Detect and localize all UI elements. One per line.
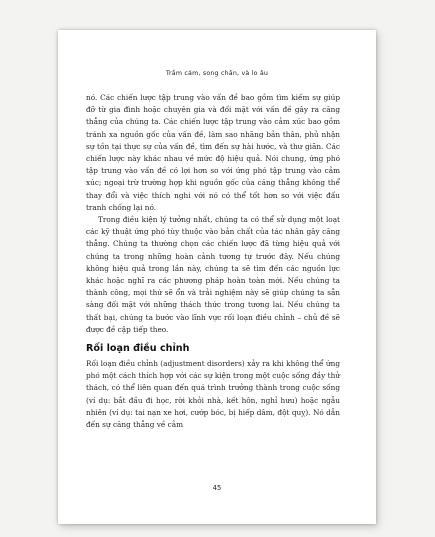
book-page bbox=[58, 30, 376, 524]
running-header: Trầm cảm, song chấn, và lo âu bbox=[165, 70, 269, 77]
section-heading: Rối loạn điều chỉnh bbox=[86, 343, 190, 355]
page-number: 45 bbox=[212, 484, 222, 492]
body-text bbox=[86, 92, 340, 431]
paragraph-adjustment-disorders: Rối loạn điều chỉnh (adjustment disorders) xảy ra khi không thể ứng phó một cách thích hợp với các sự kiện trong một cuộc sống đầy thử thách, có thể liên quan đến quá trình trưởng thành trong cuộc sống (ví dụ: bắt đầu đi học, rời khỏi nhà, kết hôn, nghỉ hưu) hoặc ngẫu nhiên (ví dụ: tai nạn xe hơi, cướp bóc, bị hiếp dâm, đột quỵ). Nó dẫn đến sự căng thẳng về cảm bbox=[86, 359, 340, 430]
paragraph-continuation: nó. Các chiến lược tập trung vào vấn đề bao gồm tìm kiếm sự giúp đỡ từ gia đình hoặc chuyên gia và đối mặt với vấn đề gây ra căng thẳng của chúng ta. Các chiến lược tập trung vào cảm xúc bao gồm tránh xa nguồn gốc của vấn đề, làm sao nhãng bản thân, phủ nhận sự tồn tại thực sự của vấn đề, tìm đến sự hài hước, và thư giãn. Các chiến lược này khác nhau về mức độ hiệu quả. Nói chung, ứng phó tập trung vào vấn đề có lợi hơn so với ứng phó tập trung vào cảm xúc; ngoại trừ trường hợp khi nguồn gốc của căng thẳng không thể thay đổi và việc thích nghi với nó có thể tốt hơn so với việc đấu tranh chống lại nó. bbox=[86, 93, 340, 212]
paragraph-ideal-conditions: Trong điều kiện lý tưởng nhất, chúng ta có thể sử dụng một loạt các kỹ thuật ứng phó tùy thuộc vào bản chất của tác nhân gây căng thẳng. Chúng ta thường chọn các chiến lược đã từng hiệu quả với chúng ta trong những hoàn cảnh tương tự trước đây. Nếu chúng không hiệu quả trong lần này, chúng ta sẽ tìm đến các nguồn lực khác hoặc nghĩ ra các phương pháp hoàn toàn mới. Nếu chúng ta thành công, mọi thứ sẽ ổn và trải nghiệm này sẽ giúp chúng ta sẵn sàng đối mặt với những thách thức trong tương lai. Nếu chúng ta thất bại, chúng ta bước vào lĩnh vực rối loạn điều chỉnh – chủ đề sẽ được đề cập tiếp theo. bbox=[86, 215, 340, 334]
